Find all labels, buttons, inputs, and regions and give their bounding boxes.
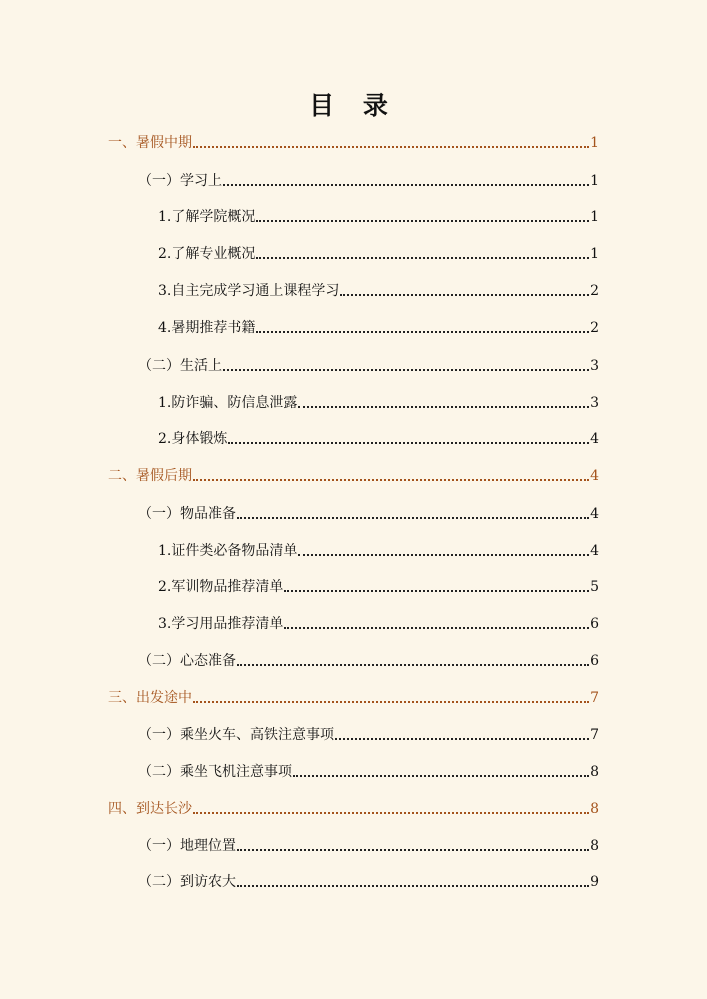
toc-page-number: 1 <box>590 246 599 262</box>
toc-section-entry[interactable] <box>108 130 599 152</box>
toc-page-number: 8 <box>590 801 599 817</box>
toc-page-number: 8 <box>590 838 599 854</box>
dot-leader <box>256 330 589 333</box>
toc-entry-label: （一）物品准备 <box>138 506 236 522</box>
toc-page-number: 7 <box>590 690 599 706</box>
toc-item-entry[interactable] <box>158 426 599 448</box>
dot-leader <box>193 811 589 814</box>
toc-item-entry[interactable] <box>158 278 599 300</box>
toc-entry-label: （二）心态准备 <box>138 653 236 669</box>
dot-leader <box>237 516 589 519</box>
toc-subsection-entry[interactable] <box>138 501 599 523</box>
dot-leader <box>193 145 589 148</box>
toc-title: 目 录 <box>309 91 398 120</box>
toc-item-entry[interactable] <box>158 204 599 226</box>
toc-page-number: 4 <box>590 431 599 447</box>
toc-entry-label: 2.身体锻炼 <box>158 431 228 447</box>
dot-leader <box>223 183 589 186</box>
toc-section-entry[interactable] <box>108 685 599 707</box>
toc-page-number: 3 <box>590 395 599 411</box>
toc-page-number: 6 <box>590 653 599 669</box>
toc-item-entry[interactable] <box>158 390 599 412</box>
toc-page-number: 6 <box>590 616 599 632</box>
toc-entry-label: 1.防诈骗、防信息泄露 <box>158 395 298 411</box>
toc-entry-label: （一）学习上 <box>138 173 222 189</box>
dot-leader <box>298 405 589 408</box>
dot-leader <box>193 478 589 481</box>
toc-page-number: 4 <box>590 543 599 559</box>
toc-page-number: 4 <box>590 506 599 522</box>
toc-subsection-entry[interactable] <box>138 869 599 891</box>
toc-entry-label: 2.了解专业概况 <box>158 246 256 262</box>
toc-entry-label: 一、暑假中期 <box>108 135 192 151</box>
dot-leader <box>237 884 589 887</box>
dot-leader <box>298 553 589 556</box>
toc-entry-label: （一）地理位置 <box>138 838 236 854</box>
toc-entry-label: （二）生活上 <box>138 358 222 374</box>
toc-subsection-entry[interactable] <box>138 759 599 781</box>
toc-section-entry[interactable] <box>108 796 599 818</box>
toc-entry-label: 3.学习用品推荐清单 <box>158 616 284 632</box>
toc-entry-label: 四、到达长沙 <box>108 801 192 817</box>
toc-page-number: 2 <box>590 283 599 299</box>
dot-leader <box>284 589 589 592</box>
toc-page-number: 1 <box>590 135 599 151</box>
toc-item-entry[interactable] <box>158 241 599 263</box>
toc-page-number: 2 <box>590 320 599 336</box>
toc-entry-label: 3.自主完成学习通上课程学习 <box>158 283 340 299</box>
toc-subsection-entry[interactable] <box>138 833 599 855</box>
toc-entry-label: （二）到访农大 <box>138 874 236 890</box>
toc-item-entry[interactable] <box>158 611 599 633</box>
toc-entry-label: 2.军训物品推荐清单 <box>158 579 284 595</box>
toc-page-number: 5 <box>590 579 599 595</box>
dot-leader <box>256 219 589 222</box>
toc-page-number: 3 <box>590 358 599 374</box>
toc-page-number: 1 <box>590 173 599 189</box>
dot-leader <box>193 700 589 703</box>
dot-leader <box>340 293 589 296</box>
toc-entry-label: 二、暑假后期 <box>108 468 192 484</box>
dot-leader <box>228 441 589 444</box>
toc-page-number: 4 <box>590 468 599 484</box>
dot-leader <box>284 626 589 629</box>
toc-page-number: 9 <box>590 874 599 890</box>
dot-leader <box>335 737 589 740</box>
toc-entry-label: 1.证件类必备物品清单 <box>158 543 298 559</box>
toc-item-entry[interactable] <box>158 574 599 596</box>
toc-entry-label: （二）乘坐飞机注意事项 <box>138 764 292 780</box>
toc-page-number: 7 <box>590 727 599 743</box>
toc-item-entry[interactable] <box>158 538 599 560</box>
toc-subsection-entry[interactable] <box>138 353 599 375</box>
toc-section-entry[interactable] <box>108 463 599 485</box>
dot-leader <box>293 774 589 777</box>
toc-item-entry[interactable] <box>158 315 599 337</box>
dot-leader <box>237 848 589 851</box>
dot-leader <box>237 663 589 666</box>
dot-leader <box>256 256 589 259</box>
toc-page-number: 1 <box>590 209 599 225</box>
toc-entry-label: 4.暑期推荐书籍 <box>158 320 256 336</box>
toc-entry-label: 三、出发途中 <box>108 690 192 706</box>
dot-leader <box>223 368 589 371</box>
toc-subsection-entry[interactable] <box>138 168 599 190</box>
toc-subsection-entry[interactable] <box>138 648 599 670</box>
toc-entry-label: （一）乘坐火车、高铁注意事项 <box>138 727 334 743</box>
toc-subsection-entry[interactable] <box>138 722 599 744</box>
toc-entry-label: 1.了解学院概况 <box>158 209 256 225</box>
toc-page-number: 8 <box>590 764 599 780</box>
